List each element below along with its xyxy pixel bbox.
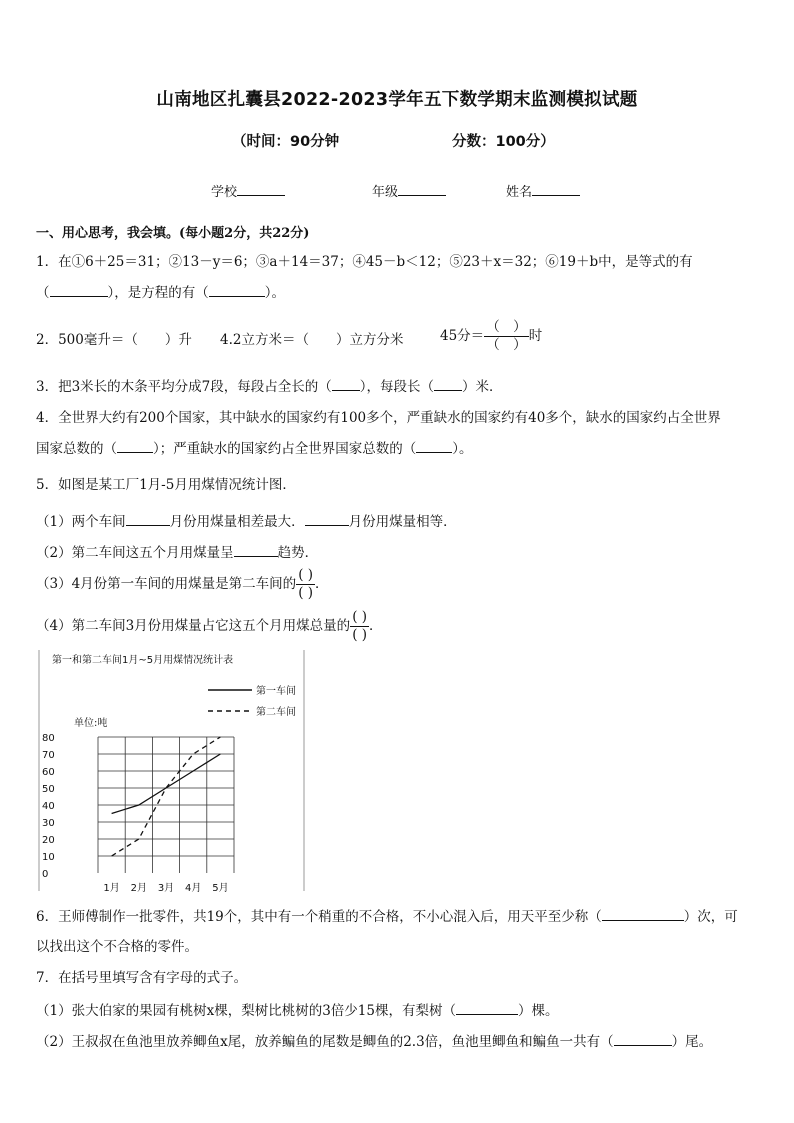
q2-part1: 2．500毫升＝（ ）升 — [36, 332, 192, 348]
page-title: 山南地区扎囊县2022-2023学年五下数学期末监测模拟试题 — [156, 90, 638, 110]
x-tick-label: 3月 — [157, 883, 175, 893]
q5-s3-end: ． — [315, 576, 329, 592]
q1-line1: 1．在①6＋25＝31；②13－y＝6；③a＋14＝37；④45－b＜12；⑤23＋x＝32；⑥19＋b中，是等式的有 — [36, 254, 693, 270]
q3-blank-1 — [332, 376, 360, 391]
y-tick-label: 40 — [42, 801, 55, 812]
chart-title: 第一和第二车间1月~5月用煤情况统计表 — [52, 655, 234, 666]
chart-svg — [36, 648, 306, 893]
q1-blank-1 — [50, 282, 108, 297]
q7-s1-blank — [456, 1000, 518, 1015]
q5-s1-text-c: 月份用煤量相等． — [348, 514, 457, 530]
q7-s2 — [36, 1030, 712, 1050]
q3-text-c: ）米． — [462, 379, 503, 395]
q5-s4-fraction — [350, 608, 369, 643]
school-blank — [237, 181, 285, 196]
q1-text-b: ），是方程的有（ — [107, 285, 209, 301]
q5-s3-text: （3）4月份第一车间的用煤量是第二车间的 — [36, 576, 297, 592]
name-field — [506, 181, 580, 200]
coal-usage-chart — [36, 648, 306, 893]
q6-line1 — [36, 905, 738, 925]
q5-s4-frac-den: ( ) — [352, 627, 368, 643]
name-label: 姓名 — [506, 185, 533, 200]
x-tick-label: 4月 — [185, 883, 202, 893]
legend-series-1: 第一车间 — [256, 686, 296, 697]
q5-s1-blank-2 — [305, 511, 349, 526]
q4-line1: 4．全世界大约有200个国家，其中缺水的国家约有100多个，严重缺水的国家约有40多个，缺水的国家约占全世界 — [36, 410, 721, 426]
q1-line2 — [36, 281, 285, 301]
q5-s1 — [36, 510, 457, 530]
y-tick-label: 60 — [42, 767, 55, 778]
q5-s4 — [36, 606, 383, 646]
q4-text-c: ）。 — [452, 441, 473, 457]
q4-line2 — [36, 437, 473, 457]
q3-text-a: 3．把3米长的木条平均分成7段，每段占全长的（ — [36, 379, 332, 395]
q6-line2: 以找出这个不合格的零件。 — [36, 939, 198, 955]
y-tick-label: 80 — [42, 733, 55, 744]
y-tick-label: 10 — [42, 852, 55, 863]
q2-part2: 4.2立方米＝（ ）立方分米 — [220, 332, 404, 348]
q7-s2-text-b: ）尾。 — [671, 1034, 713, 1050]
series-line-1 — [112, 754, 221, 814]
chart-y-ticks — [42, 733, 55, 880]
q2-frac-den: （ ） — [486, 337, 527, 353]
grade-label: 年级 — [372, 185, 399, 200]
q2-part3: 45分＝ — [440, 328, 485, 344]
q5-s3 — [36, 564, 329, 604]
q5-s3-frac-den: ( ) — [298, 585, 314, 601]
q5-s2 — [36, 541, 318, 561]
q1-blank-2 — [209, 282, 265, 297]
q2-frac-num: （ ） — [484, 321, 529, 338]
q1-text-a: （ — [36, 285, 50, 301]
q5-stem: 5．如图是某工厂1月-5月用煤情况统计图． — [36, 477, 296, 493]
q4-text-a: 国家总数的（ — [36, 441, 117, 457]
q6-blank — [602, 906, 684, 921]
q5-s2-text-b: 趋势． — [277, 545, 319, 561]
chart-grid — [98, 737, 234, 873]
q7-s1-text-b: ）棵。 — [517, 1003, 559, 1019]
x-tick-label: 5月 — [212, 883, 229, 893]
q2-fraction — [484, 318, 529, 353]
q5-s4-text: （4）第二车间3月份用煤量占它这五个月用煤总量的 — [36, 618, 351, 634]
q5-s3-fraction — [296, 566, 315, 601]
legend-series-2: 第二车间 — [256, 707, 296, 718]
school-label: 学校 — [211, 185, 238, 200]
q5-s4-end: ． — [369, 618, 383, 634]
q7-s2-blank — [614, 1031, 672, 1046]
school-field — [211, 181, 285, 200]
y-tick-label: 50 — [42, 784, 55, 795]
q4-text-b: ）；严重缺水的国家约占全世界国家总数的（ — [153, 441, 417, 457]
q2-part3-group — [440, 314, 542, 358]
q4-blank-1 — [117, 438, 153, 453]
q3-line — [36, 375, 503, 395]
x-tick-label: 2月 — [130, 883, 147, 893]
q7-s2-text-a: （2）王叔叔在鱼池里放养鲫鱼x尾，放养鳊鱼的尾数是鲫鱼的2.3倍，鱼池里鲫鱼和鳊鱼一共有（ — [36, 1034, 614, 1050]
grade-blank — [398, 181, 446, 196]
q5-s1-blank-1 — [126, 511, 170, 526]
q5-s2-blank — [234, 542, 278, 557]
series-line-2 — [112, 737, 221, 856]
grade-field — [372, 181, 446, 200]
chart-series — [112, 737, 221, 856]
y-tick-label: 30 — [42, 818, 55, 829]
q6-text-a: 6．王师傅制作一批零件，共19个，其中有一个稍重的不合格，不小心混入后，用天平至少称（ — [36, 909, 602, 925]
name-blank — [532, 181, 580, 196]
exam-score: 分数：100分） — [452, 134, 555, 150]
chart-x-ticks — [103, 882, 228, 893]
q5-s2-text-a: （2）第二车间这五个月用煤量呈 — [36, 545, 234, 561]
q2-part4: 时 — [528, 328, 543, 344]
section-title: 一、用心思考，我会填。(每小题2分，共22分) — [36, 226, 310, 241]
q3-blank-2 — [434, 376, 462, 391]
q1-text-c: ）。 — [264, 285, 285, 301]
q7-s1 — [36, 999, 558, 1019]
q5-s4-frac-num: ( ) — [350, 611, 369, 628]
q5-s1-text-a: （1）两个车间 — [36, 514, 126, 530]
y-tick-label: 0 — [42, 869, 49, 880]
q5-s1-text-b: 月份用煤量相差最大． — [169, 514, 305, 530]
y-tick-label: 70 — [42, 750, 55, 761]
x-tick-label: 1月 — [103, 883, 120, 893]
y-axis-unit: 单位:吨 — [74, 718, 108, 729]
exam-time: （时间：90分钟 — [232, 134, 340, 150]
q6-text-b: ）次，可 — [683, 909, 738, 925]
q7-s1-text-a: （1）张大伯家的果园有桃树x棵，梨树比桃树的3倍少15棵，有梨树（ — [36, 1003, 456, 1019]
q4-blank-2 — [416, 438, 452, 453]
y-tick-label: 20 — [42, 835, 55, 846]
q7-stem: 7．在括号里填写含有字母的式子。 — [36, 970, 248, 986]
q3-text-b: ），每段长（ — [359, 379, 435, 395]
q5-s3-frac-num: ( ) — [296, 569, 315, 586]
